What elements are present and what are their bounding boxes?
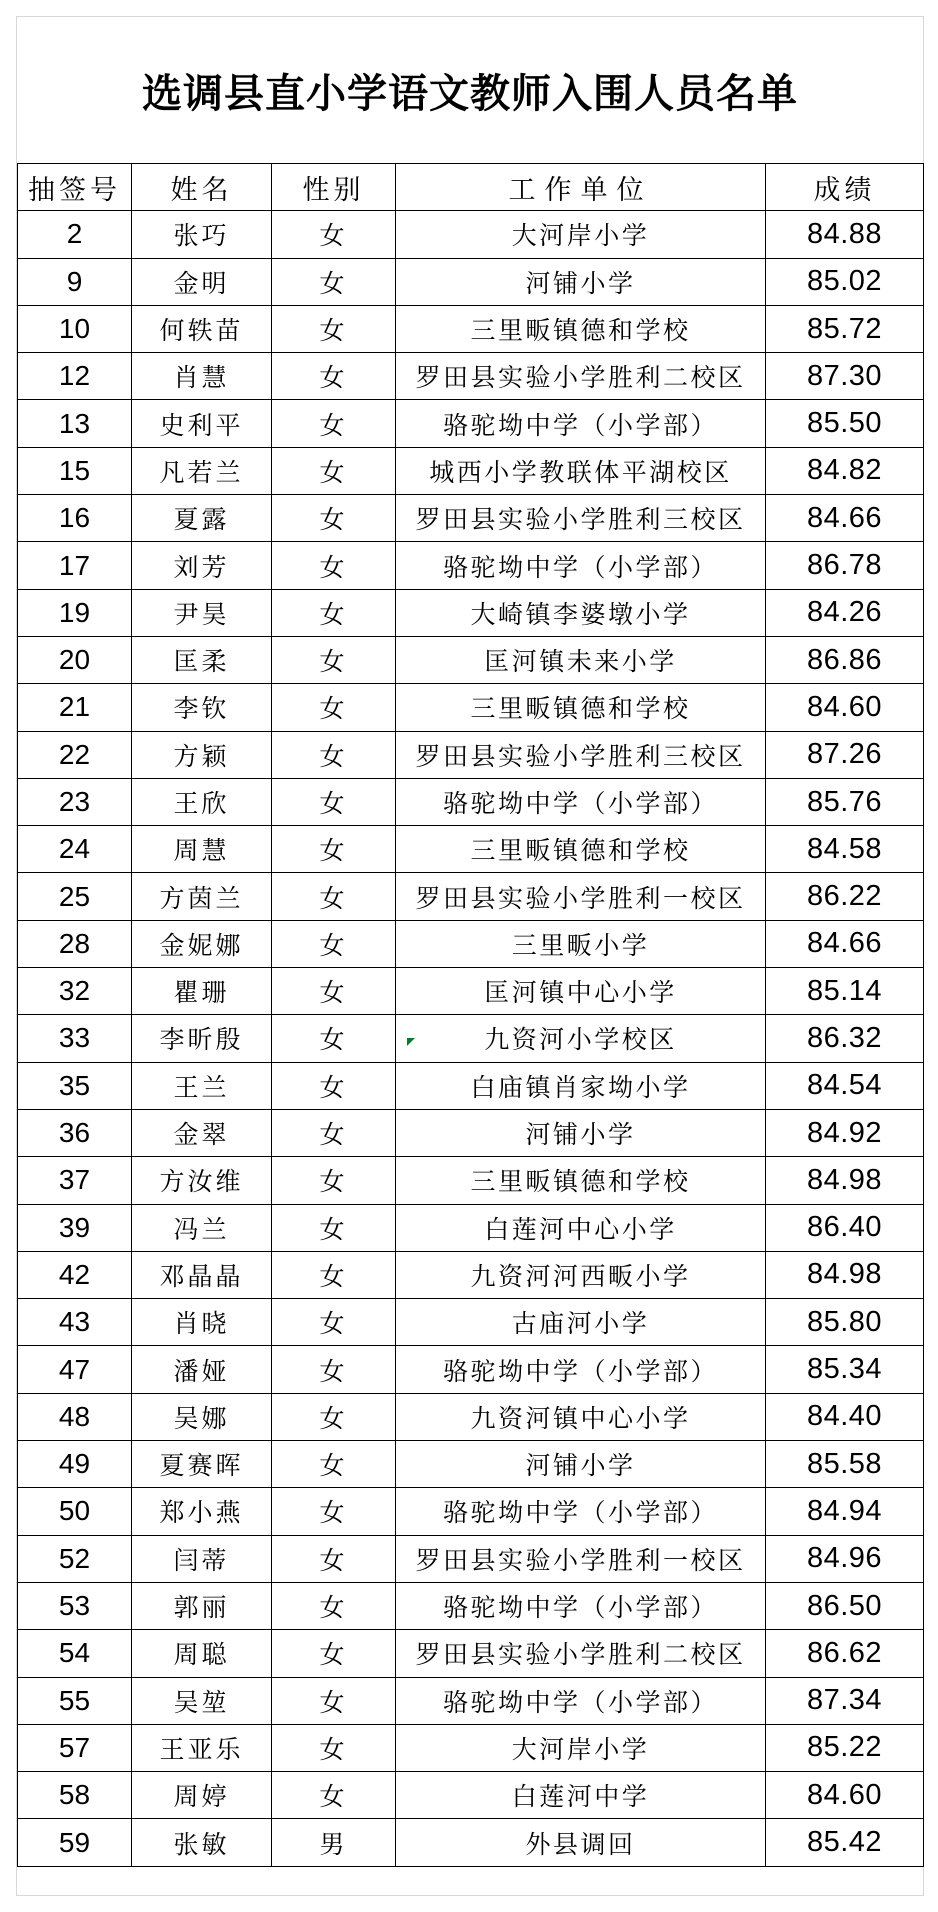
cell-draw-no: 28 [18,920,132,967]
cell-gender: 女 [272,1724,396,1771]
cell-score: 84.98 [766,1251,924,1298]
cell-gender: 女 [272,1488,396,1535]
cell-gender: 女 [272,968,396,1015]
cell-draw-no: 24 [18,826,132,873]
cell-draw-no: 2 [18,211,132,258]
cell-gender: 女 [272,353,396,400]
cell-draw-no: 36 [18,1109,132,1156]
cell-gender: 女 [272,589,396,636]
cell-gender: 女 [272,684,396,731]
cell-score: 86.22 [766,873,924,920]
cell-gender: 女 [272,1582,396,1629]
cell-name: 金妮娜 [132,920,272,967]
cell-name: 李昕殷 [132,1015,272,1062]
table-row [18,1393,924,1440]
cell-draw-no: 25 [18,873,132,920]
cell-score: 85.72 [766,305,924,352]
cell-unit: 三里畈镇德和学校 [396,1157,766,1204]
cell-score: 85.80 [766,1299,924,1346]
cell-score: 85.14 [766,968,924,1015]
cell-unit: 骆驼坳中学（小学部） [396,542,766,589]
cell-draw-no: 12 [18,353,132,400]
cell-score: 84.54 [766,1062,924,1109]
table-row [18,1582,924,1629]
cell-draw-no: 15 [18,447,132,494]
cell-unit: 匡河镇未来小学 [396,636,766,683]
cell-name: 王亚乐 [132,1724,272,1771]
cell-score: 86.40 [766,1204,924,1251]
cell-unit: 骆驼坳中学（小学部） [396,400,766,447]
cell-draw-no: 17 [18,542,132,589]
table-row [18,589,924,636]
cell-gender: 女 [272,873,396,920]
cell-name: 方颖 [132,731,272,778]
cell-name: 王兰 [132,1062,272,1109]
table-row [18,778,924,825]
cell-unit: 罗田县实验小学胜利二校区 [396,1630,766,1677]
cell-draw-no: 13 [18,400,132,447]
cell-draw-no: 33 [18,1015,132,1062]
cell-unit: 河铺小学 [396,258,766,305]
header-gender: 性别 [272,164,396,211]
cell-unit: 骆驼坳中学（小学部） [396,1488,766,1535]
cell-name: 匡柔 [132,636,272,683]
header-name: 姓名 [132,164,272,211]
cell-unit: 外县调回 [396,1819,766,1866]
cell-gender: 女 [272,542,396,589]
cell-score: 86.50 [766,1582,924,1629]
cell-name: 吴堃 [132,1677,272,1724]
cell-draw-no: 22 [18,731,132,778]
cell-draw-no: 37 [18,1157,132,1204]
cell-score: 84.66 [766,920,924,967]
cell-draw-no: 59 [18,1819,132,1866]
cell-unit: 九资河河西畈小学 [396,1251,766,1298]
cell-unit: 三里畈小学 [396,920,766,967]
cell-name: 肖晓 [132,1299,272,1346]
cell-gender: 女 [272,495,396,542]
cell-draw-no: 16 [18,495,132,542]
table-row [18,1346,924,1393]
cell-name: 郑小燕 [132,1488,272,1535]
table-row [18,1677,924,1724]
table-row [18,258,924,305]
cell-unit: 三里畈镇德和学校 [396,826,766,873]
cell-score: 84.58 [766,826,924,873]
cell-gender: 女 [272,1772,396,1819]
cell-name: 吴娜 [132,1393,272,1440]
cell-score: 84.92 [766,1109,924,1156]
table-row [18,400,924,447]
cell-gender: 女 [272,1251,396,1298]
cell-score: 85.02 [766,258,924,305]
cell-score: 85.42 [766,1819,924,1866]
cell-draw-no: 55 [18,1677,132,1724]
cell-gender: 女 [272,447,396,494]
cell-draw-no: 47 [18,1346,132,1393]
cell-note-marker [407,1038,415,1046]
cell-unit: 白庙镇肖家坳小学 [396,1062,766,1109]
cell-name: 张敏 [132,1819,272,1866]
table-row [18,873,924,920]
table-row [18,1062,924,1109]
cell-unit: 白莲河中学 [396,1772,766,1819]
table-row [18,1251,924,1298]
cell-draw-no: 21 [18,684,132,731]
header-row [18,164,924,211]
cell-score: 86.78 [766,542,924,589]
cell-unit: 罗田县实验小学胜利三校区 [396,731,766,778]
cell-gender: 男 [272,1819,396,1866]
cell-gender: 女 [272,1062,396,1109]
cell-score: 86.32 [766,1015,924,1062]
table-row [18,1441,924,1488]
cell-score: 86.86 [766,636,924,683]
header-unit: 工作单位 [396,164,766,211]
document-title: 选调县直小学语文教师入围人员名单 [142,70,798,117]
table-row [18,1819,924,1866]
cell-unit: 罗田县实验小学胜利一校区 [396,873,766,920]
cell-name: 夏露 [132,495,272,542]
cell-draw-no: 35 [18,1062,132,1109]
cell-score: 85.58 [766,1441,924,1488]
table-row [18,1299,924,1346]
cell-gender: 女 [272,778,396,825]
cell-draw-no: 48 [18,1393,132,1440]
cell-draw-no: 23 [18,778,132,825]
cell-score: 85.76 [766,778,924,825]
cell-name: 夏赛晖 [132,1441,272,1488]
cell-name: 瞿珊 [132,968,272,1015]
cell-name: 郭丽 [132,1582,272,1629]
cell-name: 冯兰 [132,1204,272,1251]
cell-score: 87.34 [766,1677,924,1724]
roster-body [18,211,924,1866]
cell-name: 尹昊 [132,589,272,636]
cell-draw-no: 50 [18,1488,132,1535]
cell-name: 史利平 [132,400,272,447]
cell-unit: 城西小学教联体平湖校区 [396,447,766,494]
cell-name: 凡若兰 [132,447,272,494]
table-row [18,1724,924,1771]
cell-draw-no: 54 [18,1630,132,1677]
cell-gender: 女 [272,1630,396,1677]
cell-score: 86.62 [766,1630,924,1677]
cell-gender: 女 [272,826,396,873]
table-row [18,542,924,589]
cell-unit: 三里畈镇德和学校 [396,684,766,731]
table-row [18,1630,924,1677]
cell-name: 何轶苗 [132,305,272,352]
cell-unit: 匡河镇中心小学 [396,968,766,1015]
cell-score: 84.66 [766,495,924,542]
cell-name: 周慧 [132,826,272,873]
cell-draw-no: 42 [18,1251,132,1298]
cell-unit: 三里畈镇德和学校 [396,305,766,352]
table-row [18,731,924,778]
cell-draw-no: 53 [18,1582,132,1629]
cell-name: 金翠 [132,1109,272,1156]
cell-gender: 女 [272,636,396,683]
cell-unit: 骆驼坳中学（小学部） [396,778,766,825]
cell-unit: 大崎镇李婆墩小学 [396,589,766,636]
cell-score: 84.82 [766,447,924,494]
cell-gender: 女 [272,211,396,258]
cell-draw-no: 10 [18,305,132,352]
cell-unit: 骆驼坳中学（小学部） [396,1677,766,1724]
cell-gender: 女 [272,1015,396,1062]
cell-name: 金明 [132,258,272,305]
cell-unit: 罗田县实验小学胜利三校区 [396,495,766,542]
cell-gender: 女 [272,1346,396,1393]
cell-draw-no: 39 [18,1204,132,1251]
cell-name: 周聪 [132,1630,272,1677]
cell-score: 84.96 [766,1535,924,1582]
cell-unit: 大河岸小学 [396,211,766,258]
cell-unit: 骆驼坳中学（小学部） [396,1582,766,1629]
cell-gender: 女 [272,258,396,305]
cell-unit: 罗田县实验小学胜利一校区 [396,1535,766,1582]
cell-unit: 河铺小学 [396,1109,766,1156]
cell-unit: 白莲河中心小学 [396,1204,766,1251]
cell-unit: 九资河小学校区 [396,1015,766,1062]
cell-draw-no: 52 [18,1535,132,1582]
header-draw-no: 抽签号 [18,164,132,211]
cell-name: 王欣 [132,778,272,825]
table-row [18,1488,924,1535]
cell-score: 87.26 [766,731,924,778]
table-row [18,920,924,967]
cell-name: 方汝维 [132,1157,272,1204]
table-row [18,1015,924,1062]
cell-name: 周婷 [132,1772,272,1819]
cell-score: 84.26 [766,589,924,636]
cell-gender: 女 [272,305,396,352]
table-row [18,353,924,400]
roster-sheet [16,16,924,1896]
table-row [18,305,924,352]
cell-score: 84.60 [766,1772,924,1819]
cell-unit: 古庙河小学 [396,1299,766,1346]
cell-score: 84.60 [766,684,924,731]
table-row [18,211,924,258]
cell-unit: 大河岸小学 [396,1724,766,1771]
table-row [18,1157,924,1204]
cell-draw-no: 58 [18,1772,132,1819]
header-score: 成绩 [766,164,924,211]
cell-name: 方茵兰 [132,873,272,920]
table-row [18,1772,924,1819]
table-row [18,968,924,1015]
table-row [18,1109,924,1156]
cell-name: 潘娅 [132,1346,272,1393]
cell-name: 李钦 [132,684,272,731]
cell-gender: 女 [272,1677,396,1724]
table-row [18,684,924,731]
cell-draw-no: 32 [18,968,132,1015]
cell-gender: 女 [272,1535,396,1582]
cell-gender: 女 [272,1204,396,1251]
cell-unit: 九资河镇中心小学 [396,1393,766,1440]
cell-draw-no: 57 [18,1724,132,1771]
table-row [18,1204,924,1251]
cell-name: 刘芳 [132,542,272,589]
cell-gender: 女 [272,1299,396,1346]
cell-draw-no: 9 [18,258,132,305]
cell-name: 闫蒂 [132,1535,272,1582]
cell-gender: 女 [272,1109,396,1156]
cell-gender: 女 [272,1157,396,1204]
cell-score: 87.30 [766,353,924,400]
table-row [18,495,924,542]
cell-gender: 女 [272,400,396,447]
cell-score: 85.50 [766,400,924,447]
cell-score: 85.22 [766,1724,924,1771]
roster-table [17,163,924,1867]
cell-draw-no: 19 [18,589,132,636]
cell-name: 肖慧 [132,353,272,400]
cell-gender: 女 [272,731,396,778]
cell-score: 84.88 [766,211,924,258]
cell-score: 84.98 [766,1157,924,1204]
cell-name: 邓晶晶 [132,1251,272,1298]
cell-score: 85.34 [766,1346,924,1393]
cell-unit: 罗田县实验小学胜利二校区 [396,353,766,400]
cell-unit: 河铺小学 [396,1441,766,1488]
cell-draw-no: 43 [18,1299,132,1346]
cell-gender: 女 [272,920,396,967]
table-row [18,636,924,683]
table-row [18,826,924,873]
cell-score: 84.94 [766,1488,924,1535]
cell-draw-no: 49 [18,1441,132,1488]
cell-name: 张巧 [132,211,272,258]
table-row [18,1535,924,1582]
cell-unit: 骆驼坳中学（小学部） [396,1346,766,1393]
cell-gender: 女 [272,1441,396,1488]
cell-gender: 女 [272,1393,396,1440]
table-row [18,447,924,494]
cell-draw-no: 20 [18,636,132,683]
cell-score: 84.40 [766,1393,924,1440]
